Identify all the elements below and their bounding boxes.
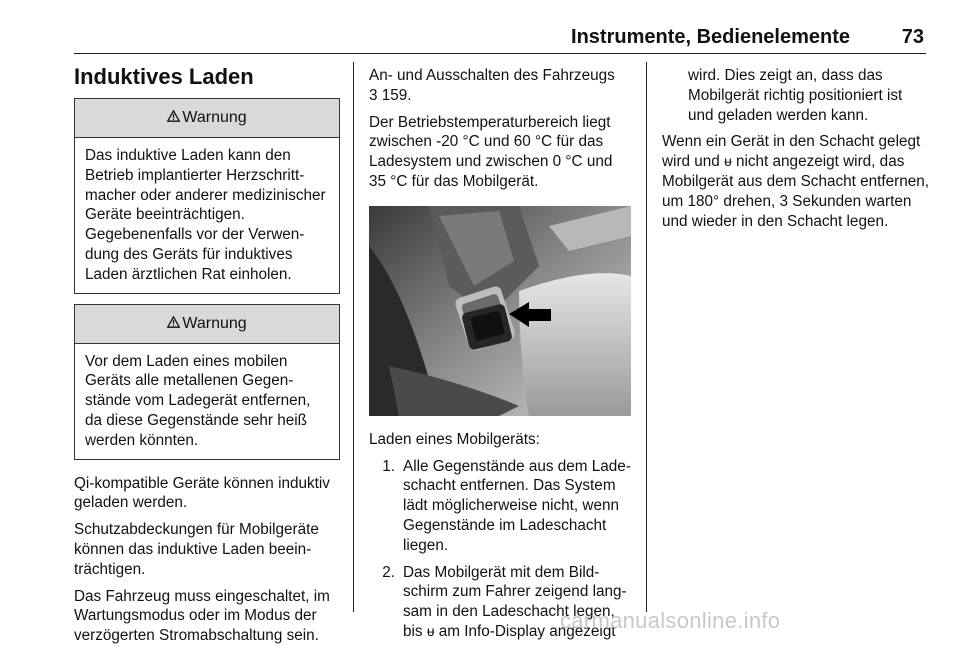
page-header-title: Instrumente, Bedienelemente [571,26,850,48]
warning-text: Das induktive Laden kann den Betrieb implantierter Herzschrittmacher oder anderer medizinischer Geräte beeinträchtigen. Gegebenenfalls vor der Verwendung des Geräts für induktives Laden ärztlichen Rat einholen. [85,147,326,283]
cross-reference-text: An- und Ausschalten des Fahrzeugs [369,67,615,84]
paragraph [662,132,930,231]
warning-label: Warnung [182,314,247,332]
paragraph-after: nicht angezeigt wird, das Mobilgerät aus dem Schacht entfernen, um 180° drehen, 3 Sekunden warten und wieder in den Schacht legen. [662,153,930,230]
page-reference-link[interactable]: 3 159. [369,86,412,104]
warning-box [74,304,340,460]
paragraph: Schutzabdeckungen für Mobilgeräte können das induktive Laden beeinträchtigen. [74,521,319,578]
warning-header [75,99,339,138]
step-number: 2. [382,563,395,581]
column-divider [646,62,647,612]
phone-charging-symbol-icon: ᵾ [724,153,732,170]
warning-triangle-icon [167,108,180,128]
watermark: carmanualsonline.info [560,608,781,633]
step-text-before: Das Mobilgerät mit dem Bildschirm zum Fahrer zeigend langsam in den Ladeschacht legen, bis [403,563,627,640]
warning-text: Vor dem Laden eines mobilen Geräts alle metallenen Gegenstände vom Ladegerät entfernen, da diese Gegenstände sehr heiß werden könnten. [85,352,311,449]
column-1 [74,98,340,653]
steps-intro: Laden eines Mobilgeräts: [369,430,540,448]
section-title: Induktives Laden [74,64,254,89]
page-number: 73 [901,26,924,48]
warning-box [74,98,340,294]
charging-slot-photo [369,206,631,416]
header-rule [74,53,926,54]
step-number: 1. [382,457,395,475]
paragraph-before: Wenn ein Gerät in den Schacht gelegt wird und [662,133,921,171]
column-3 [662,66,930,238]
step-text: Alle Gegenstände aus dem Ladeschacht entfernen. Das System lädt möglicherweise nicht, wenn Gegenstände im Ladeschacht liegen. [403,457,631,554]
column-2 [369,66,633,649]
phone-charging-symbol-icon: ᵾ [426,622,435,639]
step-continuation: wird. Dies zeigt an, dass das Mobilgerät richtig positioniert ist und geladen werden kann. [688,67,903,124]
paragraph [369,66,633,106]
warning-triangle-icon [167,314,180,334]
paragraph: Das Fahrzeug muss eingeschaltet, im Wartungsmodus oder im Modus der verzögerten Stromabschaltung sein. [74,587,330,645]
paragraph: Der Betriebstemperaturbereich liegt zwischen -20 °C und 60 °C für das Ladesystem und zwischen 0 °C und 35 °C für das Mobilgerät. [369,113,613,190]
paragraph: Qi-kompatible Geräte können induktiv geladen werden. [74,474,330,512]
list-item [369,457,633,556]
warning-label: Warnung [182,109,247,127]
warning-header [75,305,339,344]
step-text-after: am Info-Display angezeigt [438,622,616,640]
column-divider [353,62,354,612]
